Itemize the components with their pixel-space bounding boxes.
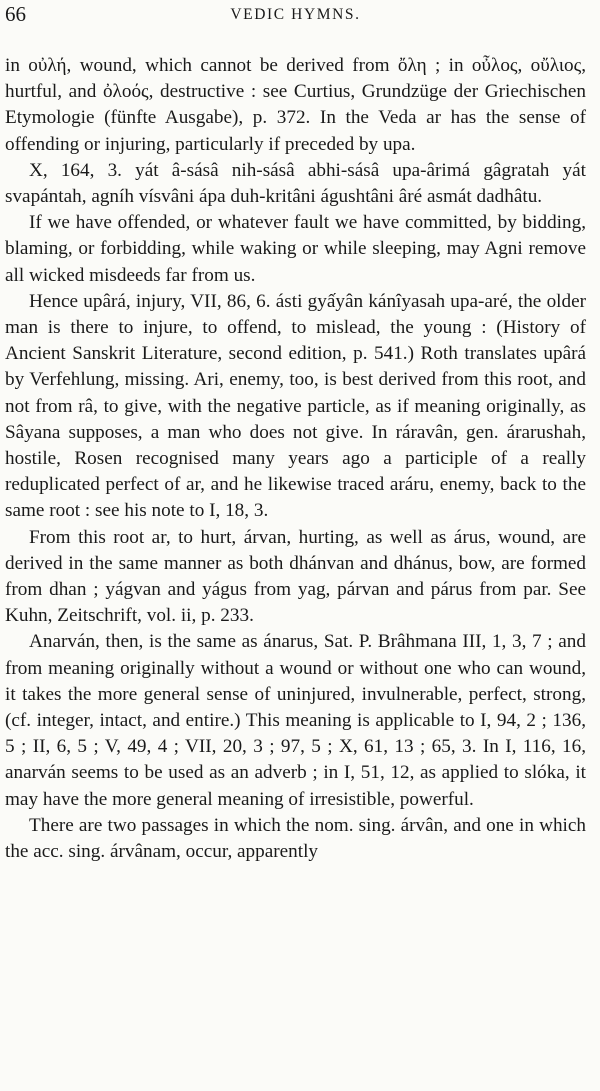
running-title: VEDIC HYMNS. bbox=[230, 6, 361, 23]
page-header bbox=[5, 0, 586, 30]
paragraph-3: If we have offended, or whatever fault we have committed, by bidding, blaming, or forbidding, while waking or while sleeping, may Agni remove all wicked misdeeds far from us. bbox=[5, 212, 586, 286]
paragraph-5: From this root ar, to hurt, árvan, hurting, as well as árus, wound, are derived in the same manner as both dhánvan and dhánus, bow, are formed from dhan ; yágvan and yágus from yag, párvan and párus from par. See Kuhn, Zeitschrift, vol. ii, p. 233. bbox=[5, 526, 586, 627]
body-text bbox=[5, 53, 586, 865]
page-number: 66 bbox=[5, 2, 26, 26]
paragraph-1: in οὐλή, wound, which cannot be derived from ὄλη ; in οὖλος, οὔλιος, hurtful, and ὀλοός, destructive : see Curtius, Grundzüge der Griechischen Etymologie (fünfte Ausgabe), p. 372. In the Veda ar has the sense of offending or injuring, particularly if preceded by upa. bbox=[5, 55, 586, 155]
paragraph-2: X, 164, 3. yát â-sásâ nih-sásâ abhi-sásâ upa-ârimá gâgratah yát svapántah, agníh vísvâni ápa duh-kritâni águshtâni âré asmát dadhâtu. bbox=[5, 159, 586, 208]
paragraph-4: Hence upârá, injury, VII, 86, 6. ásti gyấyân kánîyasah upa-aré, the older man is there to injure, to offend, to mislead, the young : (History of Ancient Sanskrit Literature, second edition, p. 541.) Roth translates upârá by Verfehlung, missing. Ari, enemy, too, is best derived from this root, and not from râ, to give, with the negative particle, as if meaning originally, as Sâyana supposes, a man who does not give. In ráravân, gen. árarushah, hostile, Rosen recognised many years ago a participle of a really reduplicated perfect of ar, and he likewise traced aráru, enemy, back to the same root : see his note to I, 18, 3. bbox=[5, 290, 586, 522]
paragraph-6: Anarván, then, is the same as ánarus, Sat. P. Brâhmana III, 1, 3, 7 ; and from meaning originally without a wound or without one who can wound, it takes the more general sense of uninjured, invulnerable, perfect, strong, (cf. integer, intact, and entire.) This meaning is applicable to I, 94, 2 ; 136, 5 ; II, 6, 5 ; V, 49, 4 ; VII, 20, 3 ; 97, 5 ; X, 61, 13 ; 65, 3. In I, 116, 16, anarván seems to be used as an adverb ; in I, 51, 12, as applied to slóka, it may have the more general meaning of irresistible, powerful. bbox=[5, 631, 586, 810]
paragraph-7: There are two passages in which the nom. sing. árvân, and one in which the acc. sing. árvânam, occur, apparently bbox=[5, 814, 586, 863]
